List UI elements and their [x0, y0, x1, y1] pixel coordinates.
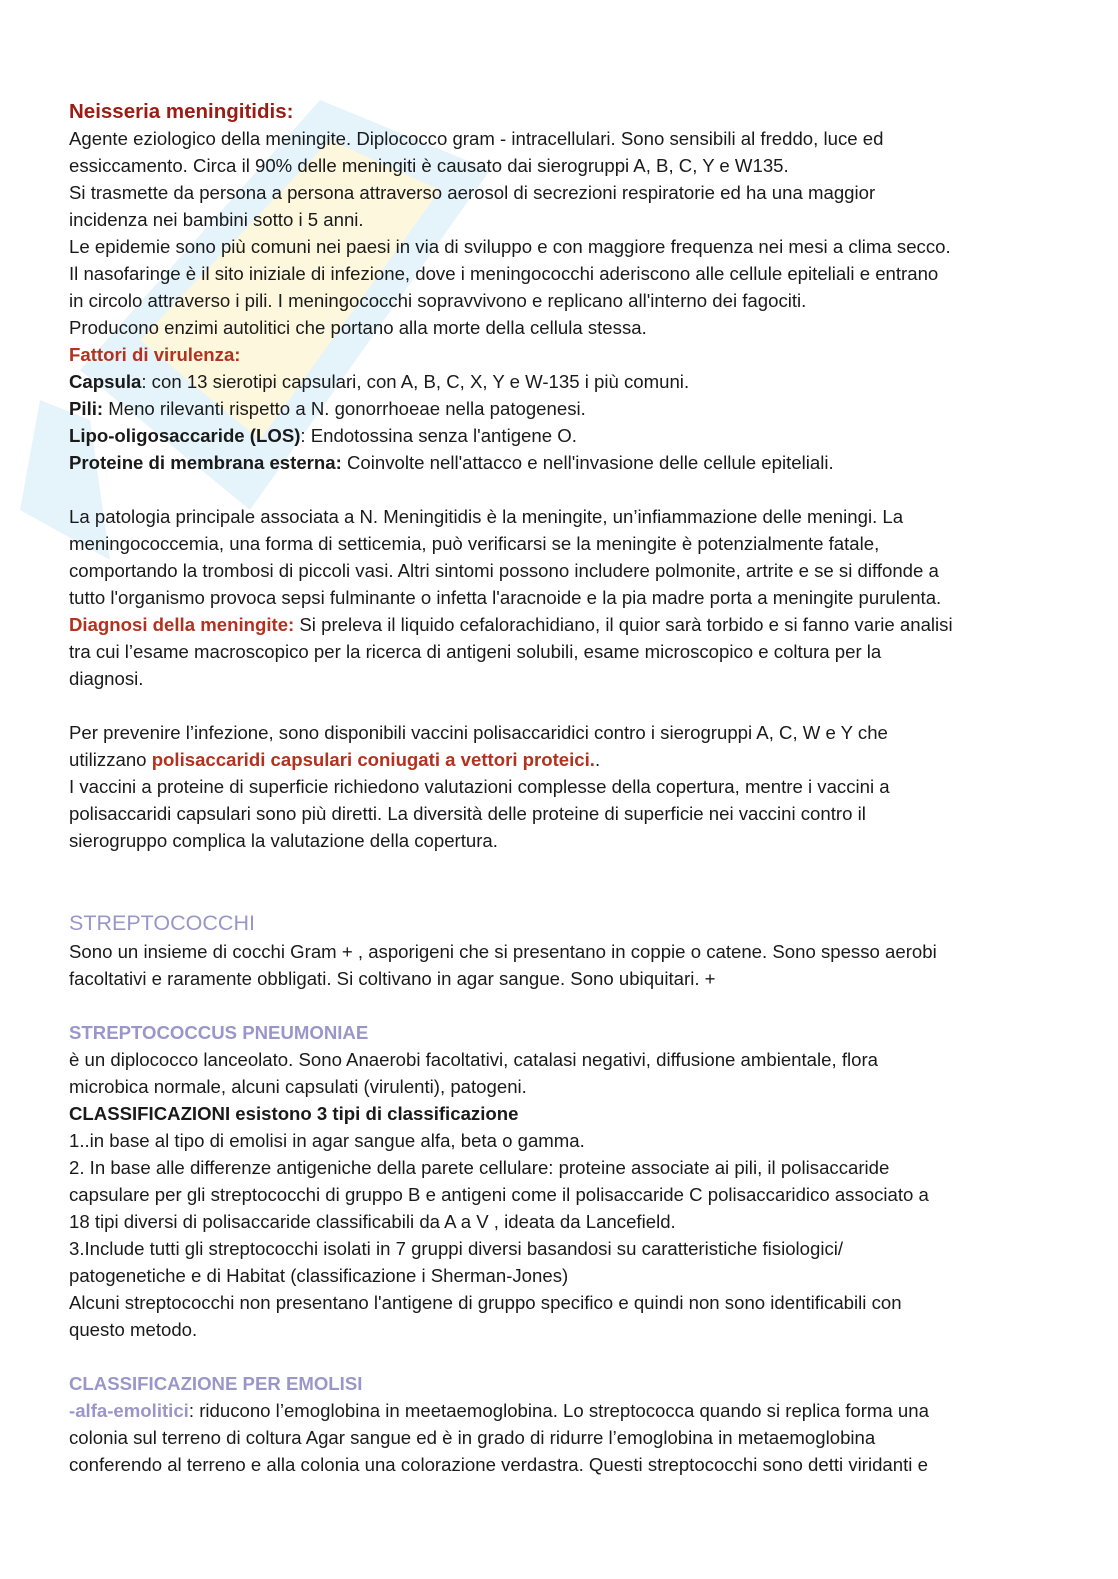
section-title-emolisi: CLASSIFICAZIONE PER EMOLISI	[69, 1373, 363, 1394]
paragraph-line: La patologia principale associata a N. Meningitidis è la meningite, un’infiammazione delle meningi. La	[69, 506, 904, 527]
vaccine-line	[69, 746, 1059, 773]
paragraph-line: essiccamento. Circa il 90% delle meningiti è causato dai sierogruppi A, B, C, Y e W135.	[69, 155, 789, 176]
paragraph-line: Producono enzimi autolitici che portano alla morte della cellula stessa.	[69, 317, 647, 338]
paragraph-line: sierogruppo complica la valutazione della copertura.	[69, 830, 498, 851]
diagnosis-text: Si preleva il liquido cefalorachidiano, il quior sarà torbido e si fanno varie analisi	[294, 614, 953, 635]
virulence-text: Meno rilevanti rispetto a N. gonorrhoeae nella patogenesi.	[103, 398, 586, 419]
paragraph-line: 2. In base alle differenze antigeniche della parete cellulare: proteine associate ai pili, il polisaccaride	[69, 1157, 890, 1178]
paragraph-line: è un diplococco lanceolato. Sono Anaerobi facoltativi, catalasi negativi, diffusione ambientale, flora	[69, 1049, 879, 1070]
virulence-item	[69, 422, 1059, 449]
document-page	[69, 96, 1059, 1478]
paragraph-line: I vaccini a proteine di superficie richiedono valutazioni complesse della copertura, mentre i vaccini a	[69, 776, 890, 797]
paragraph-line: incidenza nei bambini sotto i 5 anni.	[69, 209, 364, 230]
virulence-item	[69, 368, 1059, 395]
virulence-text: : Endotossina senza l'antigene O.	[300, 425, 577, 446]
diagnosis-label: Diagnosi della meningite:	[69, 614, 295, 635]
virulence-label: Proteine di membrana esterna:	[69, 452, 342, 473]
paragraph-line: tutto l'organismo provoca sepsi fulminante o infetta l'aracnoide e la pia madre porta a meningite purulenta.	[69, 587, 942, 608]
paragraph-line: 18 tipi diversi di polisaccaride classificabili da A a V , ideata da Lancefield.	[69, 1211, 676, 1232]
virulence-label: Lipo-oligosaccaride (LOS)	[69, 425, 301, 446]
paragraph-line: comportando la trombosi di piccoli vasi. Altri sintomi possono includere polmonite, artrite e se si diffonde a	[69, 560, 939, 581]
alfa-line	[69, 1397, 1059, 1424]
paragraph-line: tra cui l’esame macroscopico per la ricerca di antigeni solubili, esame microscopico e coltura per la	[69, 641, 882, 662]
paragraph-line: conferendo al terreno e alla colonia una colorazione verdastra. Questi streptococchi sono detti viridanti e	[69, 1454, 928, 1475]
paragraph-line: facoltativi e raramente obbligati. Si coltivano in agar sangue. Sono ubiquitari. +	[69, 968, 716, 989]
section-title-pneumoniae: STREPTOCOCCUS PNEUMONIAE	[69, 1022, 369, 1043]
virulence-item	[69, 395, 1059, 422]
classification-heading: CLASSIFICAZIONI esistono 3 tipi di classificazione	[69, 1103, 519, 1124]
section-title-meningitidis: Neisseria meningitidis:	[69, 100, 294, 123]
paragraph-line: microbica normale, alcuni capsulati (virulenti), patogeni.	[69, 1076, 527, 1097]
virulence-heading: Fattori di virulenza:	[69, 344, 241, 365]
paragraph-line: Alcuni streptococchi non presentano l'antigene di gruppo specifico e quindi non sono identificabili con	[69, 1292, 902, 1313]
virulence-label: Capsula	[69, 371, 142, 392]
paragraph-line: colonia sul terreno di coltura Agar sangue ed è in grado di ridurre l’emoglobina in metaemoglobina	[69, 1427, 876, 1448]
virulence-label: Pili:	[69, 398, 104, 419]
vaccine-prefix: utilizzano	[69, 749, 152, 770]
paragraph-line: Le epidemie sono più comuni nei paesi in via di sviluppo e con maggiore frequenza nei mesi a clima secco.	[69, 236, 951, 257]
virulence-item	[69, 449, 1059, 476]
paragraph-line: polisaccaridi capsulari sono più diretti. La diversità delle proteine di superficie nei vaccini contro il	[69, 803, 866, 824]
alfa-label: -alfa-emolitici	[69, 1400, 189, 1421]
paragraph-line: in circolo attraverso i pili. I meningococchi sopravvivono e replicano all'interno dei fagociti.	[69, 290, 807, 311]
vaccine-suffix: .	[594, 749, 601, 770]
paragraph-line: capsulare per gli streptococchi di gruppo B e antigeni come il polisaccaride C polisaccaridico associato a	[69, 1184, 929, 1205]
section-title-streptococchi: STREPTOCOCCHI	[69, 911, 255, 935]
paragraph-line: patogenetiche e di Habitat (classificazione i Sherman-Jones)	[69, 1265, 569, 1286]
paragraph-line: Sono un insieme di cocchi Gram + , asporigeni che si presentano in coppie o catene. Sono spesso aerobi	[69, 941, 937, 962]
alfa-text: : riducono l’emoglobina in meetaemoglobina. Lo streptococca quando si replica forma una	[188, 1400, 929, 1421]
paragraph-line: Il nasofaringe è il sito iniziale di infezione, dove i meningococchi aderiscono alle cellule epiteliali e entrano	[69, 263, 939, 284]
paragraph-line: Si trasmette da persona a persona attraverso aerosol di secrezioni respiratorie ed ha una maggior	[69, 182, 876, 203]
virulence-text: : con 13 sierotipi capsulari, con A, B, C, X, Y e W-135 i più comuni.	[141, 371, 690, 392]
paragraph-line: questo metodo.	[69, 1319, 198, 1340]
paragraph-line: Per prevenire l’infezione, sono disponibili vaccini polisaccaridici contro i sierogruppi A, C, W e Y che	[69, 722, 888, 743]
paragraph-line: Agente eziologico della meningite. Diplococco gram - intracellulari. Sono sensibili al freddo, luce ed	[69, 128, 884, 149]
vaccine-highlight: polisaccaridi capsulari coniugati a vettori proteici.	[151, 749, 595, 770]
paragraph-line: 1..in base al tipo di emolisi in agar sangue alfa, beta o gamma.	[69, 1130, 585, 1151]
diagnosis-line	[69, 611, 1059, 638]
paragraph-line: meningococcemia, una forma di setticemia, può verificarsi se la meningite è potenzialmente fatale,	[69, 533, 880, 554]
paragraph-line: diagnosi.	[69, 668, 144, 689]
paragraph-line: 3.Include tutti gli streptococchi isolati in 7 gruppi diversi basandosi su caratteristiche fisiologici/	[69, 1238, 844, 1259]
virulence-text: Coinvolte nell'attacco e nell'invasione delle cellule epiteliali.	[341, 452, 834, 473]
